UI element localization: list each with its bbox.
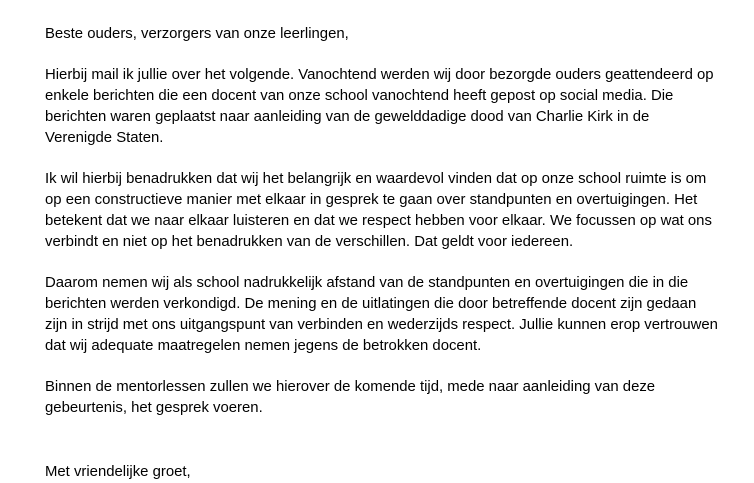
paragraph-gap bbox=[45, 45, 745, 65]
text-line: berichten werden verkondigd. De mening en de uitlatingen die door betreffende docent zijn gedaan bbox=[45, 296, 697, 312]
paragraph-distance bbox=[45, 273, 745, 357]
paragraph-mentor bbox=[45, 377, 745, 419]
paragraph-gap bbox=[45, 253, 745, 273]
text-line: verbindt en niet op het benadrukken van de verschillen. Dat geldt voor iedereen. bbox=[45, 234, 574, 250]
text-line: Binnen de mentorlessen zullen we hierover de komende tijd, mede naar aanleiding van deze bbox=[45, 379, 656, 395]
text-line: dat wij adequate maatregelen nemen jegens de betrokken docent. bbox=[45, 338, 482, 354]
text-line: Verenigde Staten. bbox=[45, 130, 164, 146]
text-line: betekent dat we naar elkaar luisteren en dat we respect hebben voor elkaar. We focussen op wat ons bbox=[45, 213, 712, 229]
text-line: Daarom nemen wij als school nadrukkelijk afstand van de standpunten en overtuigingen die in die bbox=[45, 275, 689, 291]
closing-gap bbox=[45, 419, 745, 462]
greeting bbox=[45, 24, 745, 45]
closing-line: Met vriendelijke groet, bbox=[45, 464, 191, 480]
text-line: zijn in strijd met ons uitgangspunt van verbinden en wederzijds respect. Jullie kunnen erop vertrouwen bbox=[45, 317, 718, 333]
text-line: berichten waren geplaatst naar aanleiding van de gewelddadige dood van Charlie Kirk in de bbox=[45, 109, 650, 125]
text-line: Hierbij mail ik jullie over het volgende. Vanochtend werden wij door bezorgde ouders geattendeerd op bbox=[45, 67, 714, 83]
greeting-line: Beste ouders, verzorgers van onze leerlingen, bbox=[45, 26, 349, 42]
paragraph-values bbox=[45, 169, 745, 253]
paragraph-intro bbox=[45, 65, 745, 149]
text-line: enkele berichten die een docent van onze school vanochtend heeft gepost op social media. Die bbox=[45, 88, 674, 104]
text-line: gebeurtenis, het gesprek voeren. bbox=[45, 400, 263, 416]
text-line: Ik wil hierbij benadrukken dat wij het belangrijk en waardevol vinden dat op onze school ruimte is om bbox=[45, 171, 707, 187]
paragraph-gap bbox=[45, 357, 745, 377]
text-line: op een constructieve manier met elkaar in gesprek te gaan over standpunten en overtuigingen. Het bbox=[45, 192, 698, 208]
closing bbox=[45, 462, 745, 483]
letter-body bbox=[45, 24, 745, 483]
paragraph-gap bbox=[45, 149, 745, 169]
